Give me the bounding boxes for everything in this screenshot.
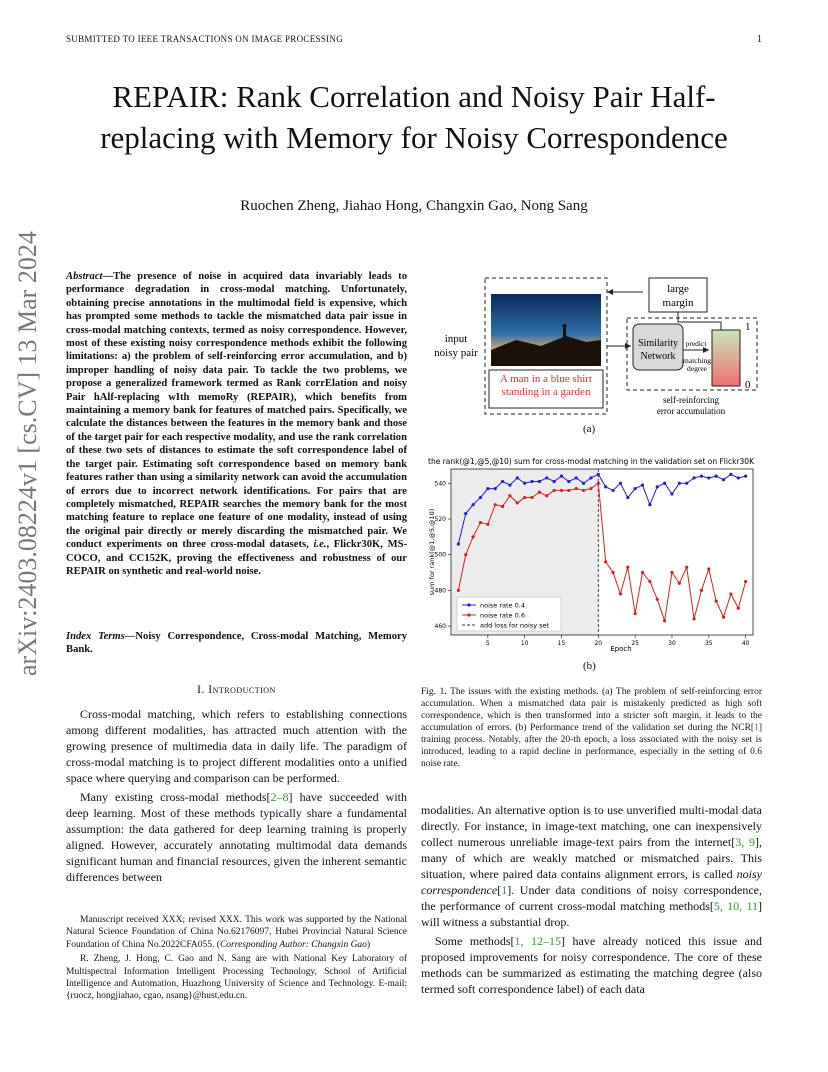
network-label-line2: Network (640, 351, 676, 362)
footnote-p1-end: ) (366, 939, 371, 950)
citation-link[interactable]: 1, 12–15 (514, 934, 562, 948)
data-point (471, 535, 474, 538)
legend-marker (467, 603, 470, 606)
data-point (597, 473, 600, 476)
matching-degree-bar (712, 330, 740, 386)
data-point (700, 589, 703, 592)
intro-p2-text-a: Many existing cross-modal methods[ (80, 790, 271, 804)
author-list: Ruochen Zheng, Jiahao Hong, Changxin Gao, Nong Sang (240, 198, 588, 214)
introduction-body (66, 706, 407, 888)
data-point (700, 475, 703, 478)
data-point (707, 476, 710, 479)
data-point (663, 482, 666, 485)
self-reinforcing-line2: error accumulation (656, 406, 726, 416)
intro-paragraph-1: Cross-modal matching, which refers to establishing connections among different modalities, has attracted much attention with the growing presence of multimedia data in daily life. The paradigm of cross-modal matching is to project different modalities onto a unified space where querying and comparison can be performed. (66, 707, 407, 785)
index-terms-text: —Noisy Correspondence, Cross-modal Matching, Memory Bank. (66, 631, 407, 656)
abstract-ie: i.e. (313, 539, 327, 551)
data-point (641, 571, 644, 574)
data-point (626, 566, 629, 569)
data-point (553, 480, 556, 483)
data-point (663, 619, 666, 622)
x-axis-label: Epoch (610, 645, 632, 653)
data-point (464, 553, 467, 556)
noisy-correspondence-term: noisy correspondence (421, 867, 762, 897)
right-paragraph-2 (421, 933, 762, 997)
right-paragraph-1 (421, 802, 762, 930)
abstract-text: —The presence of noise in acquired data invariably leads to performance degradation in cross-modal matching. Unfortunately, obtaining precise annotations in the multimodal field is expensive, which has prompted some methods to tackle the mismatched data pair issue in cross-modal matching contexts, termed as noisy correspondence. However, most of these existing noisy correspondence methods exhibit the following limitations: a) the problem of self-reinforcing error accumulation, and b) improper handling of noisy data pair. To tackle the two problems, we propose a generalized framework termed as Rank corrElation and noisy Pair hAlf-replacing wIth memoRy (REPAIR), which benefits from maintaining a memory bank for features of matched pairs. Specifically, we calculate the distances between the features in the memory bank and those of the target pair for each respective modality, and use the rank correlation of these two sets of distances to estimate the soft correspondence label of the target pair. Estimating soft correspondence based on memory bank features rather than using a similarity network can avoid the accumulation of errors due to incorrect network identifications. For pairs that are completely mismatched, REPAIR searches the memory bank for the most matching feature to replace one feature of one modality, instead of using the original pair directly or merely discarding the mismatched pair. We conduct experiments on three cross-modal datasets, (66, 271, 407, 551)
data-point (670, 571, 673, 574)
data-point (560, 489, 563, 492)
citation-link[interactable]: 1 (501, 883, 508, 897)
paper-title: REPAIR: Rank Correlation and Noisy Pair Half-replacing with Memory for Noisy Correspondence (100, 79, 728, 155)
right-p2-text-b: ] have already noticed this issue and proposed improvements for noisy correspondence. The core of these methods can be summarized as estimating the matching degree (also termed soft correspondence label) of each data (421, 934, 762, 996)
citation-link[interactable]: 2–8 (270, 790, 289, 804)
data-point (567, 489, 570, 492)
page-number: 1 (757, 34, 762, 45)
large-margin-line1: large (667, 283, 689, 295)
data-point (516, 476, 519, 479)
input-label-line2: noisy pair (434, 347, 478, 359)
footnote (66, 914, 407, 1005)
data-point (707, 567, 710, 570)
running-header: SUBMITTED TO IEEE TRANSACTIONS ON IMAGE PROCESSING (66, 34, 344, 44)
y-tick-label: 540 (434, 480, 446, 488)
data-point (729, 592, 732, 595)
data-point (670, 492, 673, 495)
data-point (457, 542, 460, 545)
data-point (744, 580, 747, 583)
data-point (530, 480, 533, 483)
x-tick-label: 35 (704, 640, 713, 647)
data-point (678, 482, 681, 485)
data-point (501, 480, 504, 483)
x-tick-label: 5 (485, 640, 490, 647)
bar-bottom-value: 0 (745, 379, 751, 391)
night-sky-photo (491, 294, 601, 366)
citation-link[interactable]: 3, 9 (735, 835, 755, 849)
data-point (523, 496, 526, 499)
footnote-corresponding: Corresponding Author: Changxin Gao (219, 939, 367, 950)
index-terms-lead: Index Terms (66, 631, 125, 642)
figure-a-diagram (421, 270, 771, 422)
data-point (582, 482, 585, 485)
citation-link[interactable]: 5, 10, 11 (713, 899, 758, 913)
self-reinforcing-line1: self-reinforcing (663, 395, 719, 405)
bar-top-value: 1 (745, 321, 751, 333)
y-tick-label: 460 (434, 623, 446, 631)
caption-box-text: A man in a blue shirt standing in a garden (500, 373, 592, 398)
data-point (715, 599, 718, 602)
large-margin-line2: margin (662, 297, 694, 309)
data-point (715, 475, 718, 478)
data-point (611, 489, 614, 492)
data-point (589, 487, 592, 490)
arxiv-identifier: arXiv:2403.08224v1 [cs.CV] 13 Mar 2024 (13, 231, 42, 676)
right-p1-text-b: ], many of which are weakly matched or mismatched pairs. This situation, where paired data contains alignment errors, is called (421, 835, 762, 881)
data-point (494, 503, 497, 506)
margin-feedback-line (678, 312, 721, 330)
input-label-line1: input (444, 333, 468, 345)
data-point (523, 482, 526, 485)
legend-label: noise rate 0.6 (480, 611, 525, 620)
data-point (597, 482, 600, 485)
footnote-affiliation: R. Zheng, J. Hong, C. Gao and N. Sang are with National Key Laboratory of Multispectral Information Intelligent Processing Technology, School of Artificial Intelligence and Automation, Huazhong University of Science and Technology. E-mail: {ruocz, hongjiahao, cgao, nsang}@hust.edu.cn. (66, 954, 407, 1002)
legend-label: add loss for noisy set (480, 621, 550, 630)
data-point (530, 496, 533, 499)
data-point (538, 480, 541, 483)
data-point (553, 489, 556, 492)
data-point (604, 560, 607, 563)
legend-marker (467, 613, 470, 616)
section-title: Introduction (208, 684, 276, 696)
data-point (678, 582, 681, 585)
index-terms (66, 630, 407, 657)
data-point (685, 482, 688, 485)
data-point (567, 480, 570, 483)
data-point (471, 503, 474, 506)
data-point (648, 580, 651, 583)
abstract-text-end: , Flickr30K, MS-COCO, and CC152K, proving the effectiveness and robustness of our REPAIR on synthetic and real-world noise. (66, 539, 407, 577)
x-tick-label: 20 (594, 640, 603, 647)
citation-link[interactable]: 1 (754, 723, 759, 733)
data-point (604, 485, 607, 488)
figure-caption (421, 686, 762, 770)
data-point (619, 482, 622, 485)
x-tick-label: 10 (520, 640, 529, 647)
right-column-body (421, 802, 762, 1000)
x-tick-label: 25 (631, 640, 639, 647)
predict-label: predict (685, 339, 707, 348)
y-axis-label: sum for rank(@1,@5,@10) (428, 508, 436, 596)
right-p1-text-e: ] will witness a substantial drop. (421, 899, 762, 929)
data-point (538, 491, 541, 494)
data-point (508, 494, 511, 497)
legend-label: noise rate 0.4 (480, 601, 525, 610)
data-point (729, 473, 732, 476)
y-tick-label: 480 (434, 587, 446, 595)
data-point (486, 523, 489, 526)
caption-text-a: Fig. 1. The issues with the existing methods. (a) The problem of self-reinforcing error accumulation. When a mismatched data pair is mistakenly predicted as high soft correspondence, which is then transformed into a stricter soft margin, it leads to the accumulation of errors. (b) Performance trend of the validation set during the NCR[ (421, 687, 762, 733)
data-point (685, 566, 688, 569)
data-point (634, 487, 637, 490)
y-tick-label: 500 (434, 551, 446, 559)
x-tick-label: 30 (668, 640, 676, 647)
chart-title: the rank(@1,@5,@10) sum for cross-modal matching in the validation set on Flickr30K (428, 457, 754, 466)
caption-box-text-wrap (491, 373, 601, 407)
figure-b-chart (421, 455, 761, 653)
data-point (545, 476, 548, 479)
data-point (722, 478, 725, 481)
abstract-lead: Abstract (66, 271, 103, 282)
data-point (611, 571, 614, 574)
figure-a-label: (a) (583, 423, 596, 435)
data-point (619, 592, 622, 595)
data-point (589, 476, 592, 479)
data-point (722, 616, 725, 619)
right-p1-text-d: ]. Under data conditions of noisy correspondence, the performance of current cross-modal matching methods[ (421, 883, 762, 913)
data-point (634, 612, 637, 615)
data-point (494, 487, 497, 490)
data-point (464, 512, 467, 515)
intro-paragraph-2 (66, 789, 407, 885)
right-p1-text-a: modalities. An alternative option is to use unverified multi-modal data directly. For instance, in image-text matching, one can inexpensively collect numerous unreliable image-text pairs from the internet[ (421, 803, 762, 849)
data-point (737, 476, 740, 479)
data-point (737, 607, 740, 610)
section-heading (66, 684, 407, 696)
section-number: I. (197, 684, 205, 696)
data-point (641, 483, 644, 486)
right-p1-text-c: [ (497, 883, 502, 897)
data-point (457, 589, 460, 592)
data-point (560, 475, 563, 478)
data-point (575, 487, 578, 490)
x-tick-label: 15 (557, 640, 566, 647)
y-tick-label: 520 (434, 515, 446, 523)
data-point (656, 485, 659, 488)
data-point (692, 617, 695, 620)
data-point (508, 483, 511, 486)
degree-label: degree (687, 364, 707, 373)
network-label-line1: Similarity (638, 338, 678, 349)
data-point (575, 476, 578, 479)
data-point (692, 476, 695, 479)
data-point (486, 487, 489, 490)
footnote-p1-text: Manuscript received XXX; revised XXX. This work was supported by the National Natural Science Foundation of China No.62176097, Hubei Provincial Natural Science Foundation of China No.2022CFA055. ( (66, 915, 407, 950)
data-point (501, 505, 504, 508)
caption-text-b: ] training process. Notably, after the 20-th epoch, a loss associated with the noisy set is introduced, leading to a rapid decline in performance, especially in the setting of 0.6 noise rate. (421, 723, 762, 769)
abstract (66, 270, 407, 578)
figure-b-label: (b) (583, 660, 596, 672)
right-p2-text-a: Some methods[ (435, 934, 515, 948)
data-point (656, 598, 659, 601)
data-point (545, 494, 548, 497)
data-point (479, 521, 482, 524)
footnote-manuscript (66, 914, 407, 951)
data-point (744, 475, 747, 478)
data-point (648, 503, 651, 506)
data-point (479, 496, 482, 499)
data-point (516, 501, 519, 504)
x-tick-label: 40 (741, 640, 750, 647)
matching-label: matching (683, 356, 711, 365)
data-point (582, 489, 585, 492)
data-point (626, 496, 629, 499)
intro-p2-text-b: ] have succeeded with deep learning. Most of these methods typically share a fundamental assumption: the data gathered for deep learning training is properly aligned. However, accurately annotating multimodal data demands significant human and financial resources, given the inherent semantic differences between (66, 790, 407, 884)
